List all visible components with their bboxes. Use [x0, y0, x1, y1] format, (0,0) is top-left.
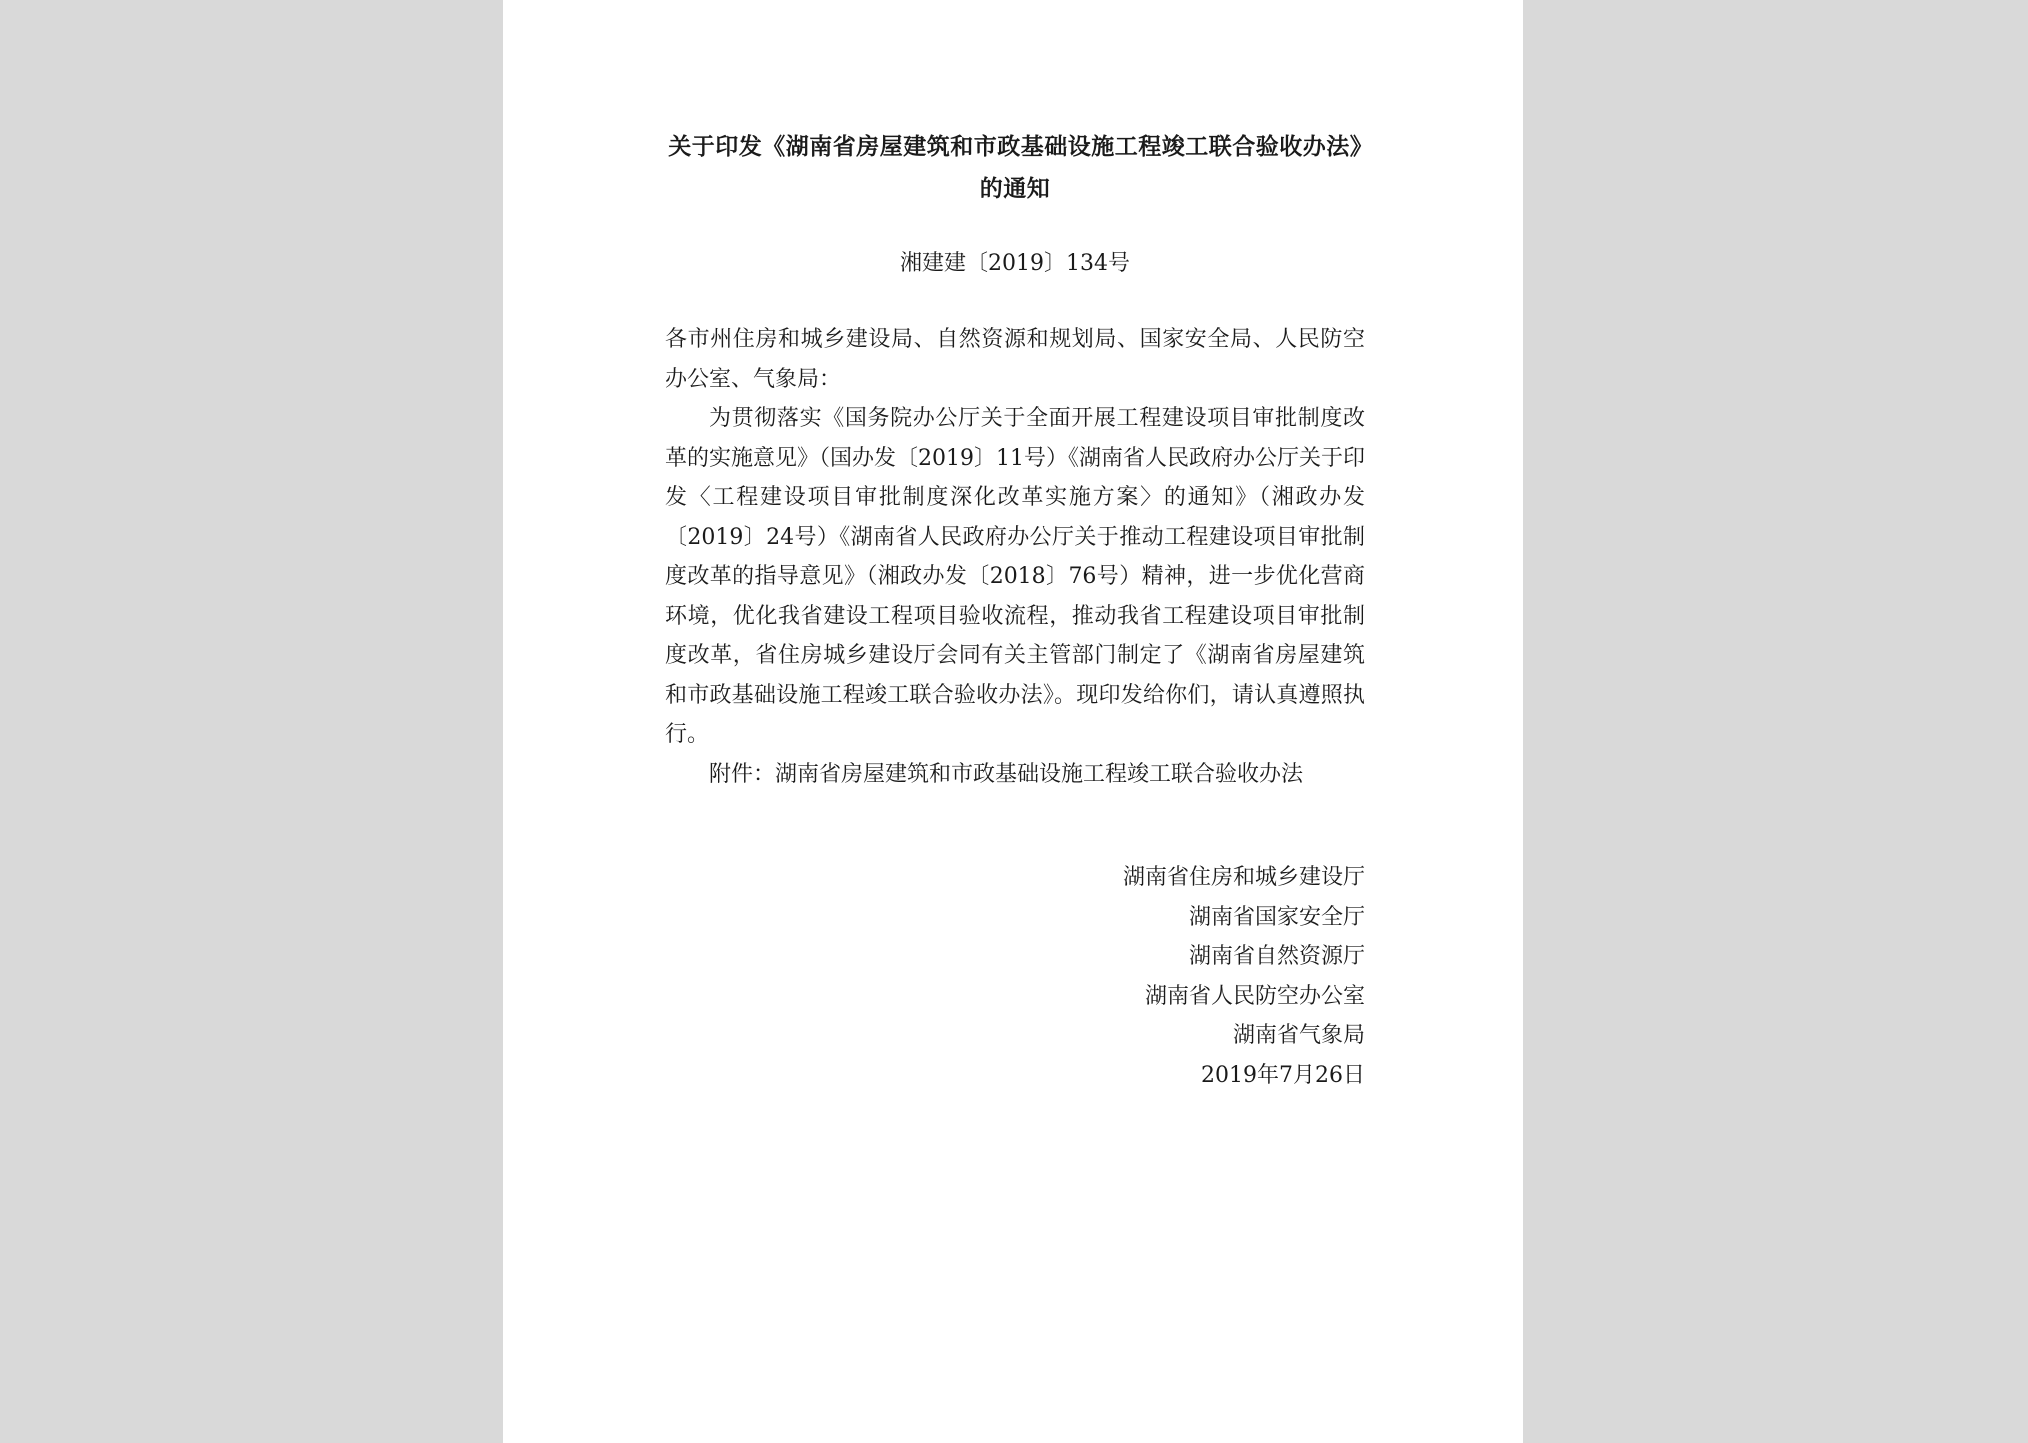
signatory-housing-department: 湖南省住房和城乡建设厅 — [1122, 865, 1365, 890]
addressee-line: 各市州住房和城乡建设局、自然资源和规划局、国家安全局、人民防空办公室、气象局： — [665, 327, 1365, 392]
document-title: 关于印发《湖南省房屋建筑和市政基础设施工程竣工联合验收办法》的通知 — [668, 133, 1362, 202]
document-date: 2019年7月26日 — [1201, 1062, 1365, 1088]
signatory-meteorological-bureau: 湖南省气象局 — [1232, 1023, 1365, 1048]
document-number: 湘建建〔2019〕134号 — [900, 251, 1130, 276]
attachment-line: 附件：湖南省房屋建筑和市政基础设施工程竣工联合验收办法 — [709, 761, 1304, 787]
signatory-national-security: 湖南省国家安全厅 — [1188, 904, 1365, 930]
body-paragraph: 为贯彻落实《国务院办公厅关于全面开展工程建设项目审批制度改革的实施意见》（国办发〔2019〕11号）《湖南省人民政府办公厅关于印发〈工程建设项目审批制度深化改革实施方案〉的通知》（湘政办发〔2019〕24号）《湖南省人民政府办公厅关于推动工程建设项目审批制度改革的指导意见》（湘政办发〔2018〕76号）精神，进一步优化营商环境，优化我省建设工程项目验收流程，推动我省工程建设项目审批制度改革，省住房城乡建设厅会同有关主管部门制定了《湖南省房屋建筑和市政基础设施工程竣工联合验收办法》。现印发给你们，请认真遵照执行。 — [665, 406, 1365, 747]
signature-block — [665, 858, 1365, 1095]
document-body — [665, 320, 1365, 794]
page-content — [665, 126, 1365, 1095]
document-page — [503, 0, 1523, 1443]
signatory-natural-resources: 湖南省自然资源厅 — [1188, 944, 1365, 969]
signatory-civil-air-defense: 湖南省人民防空办公室 — [1144, 983, 1365, 1009]
